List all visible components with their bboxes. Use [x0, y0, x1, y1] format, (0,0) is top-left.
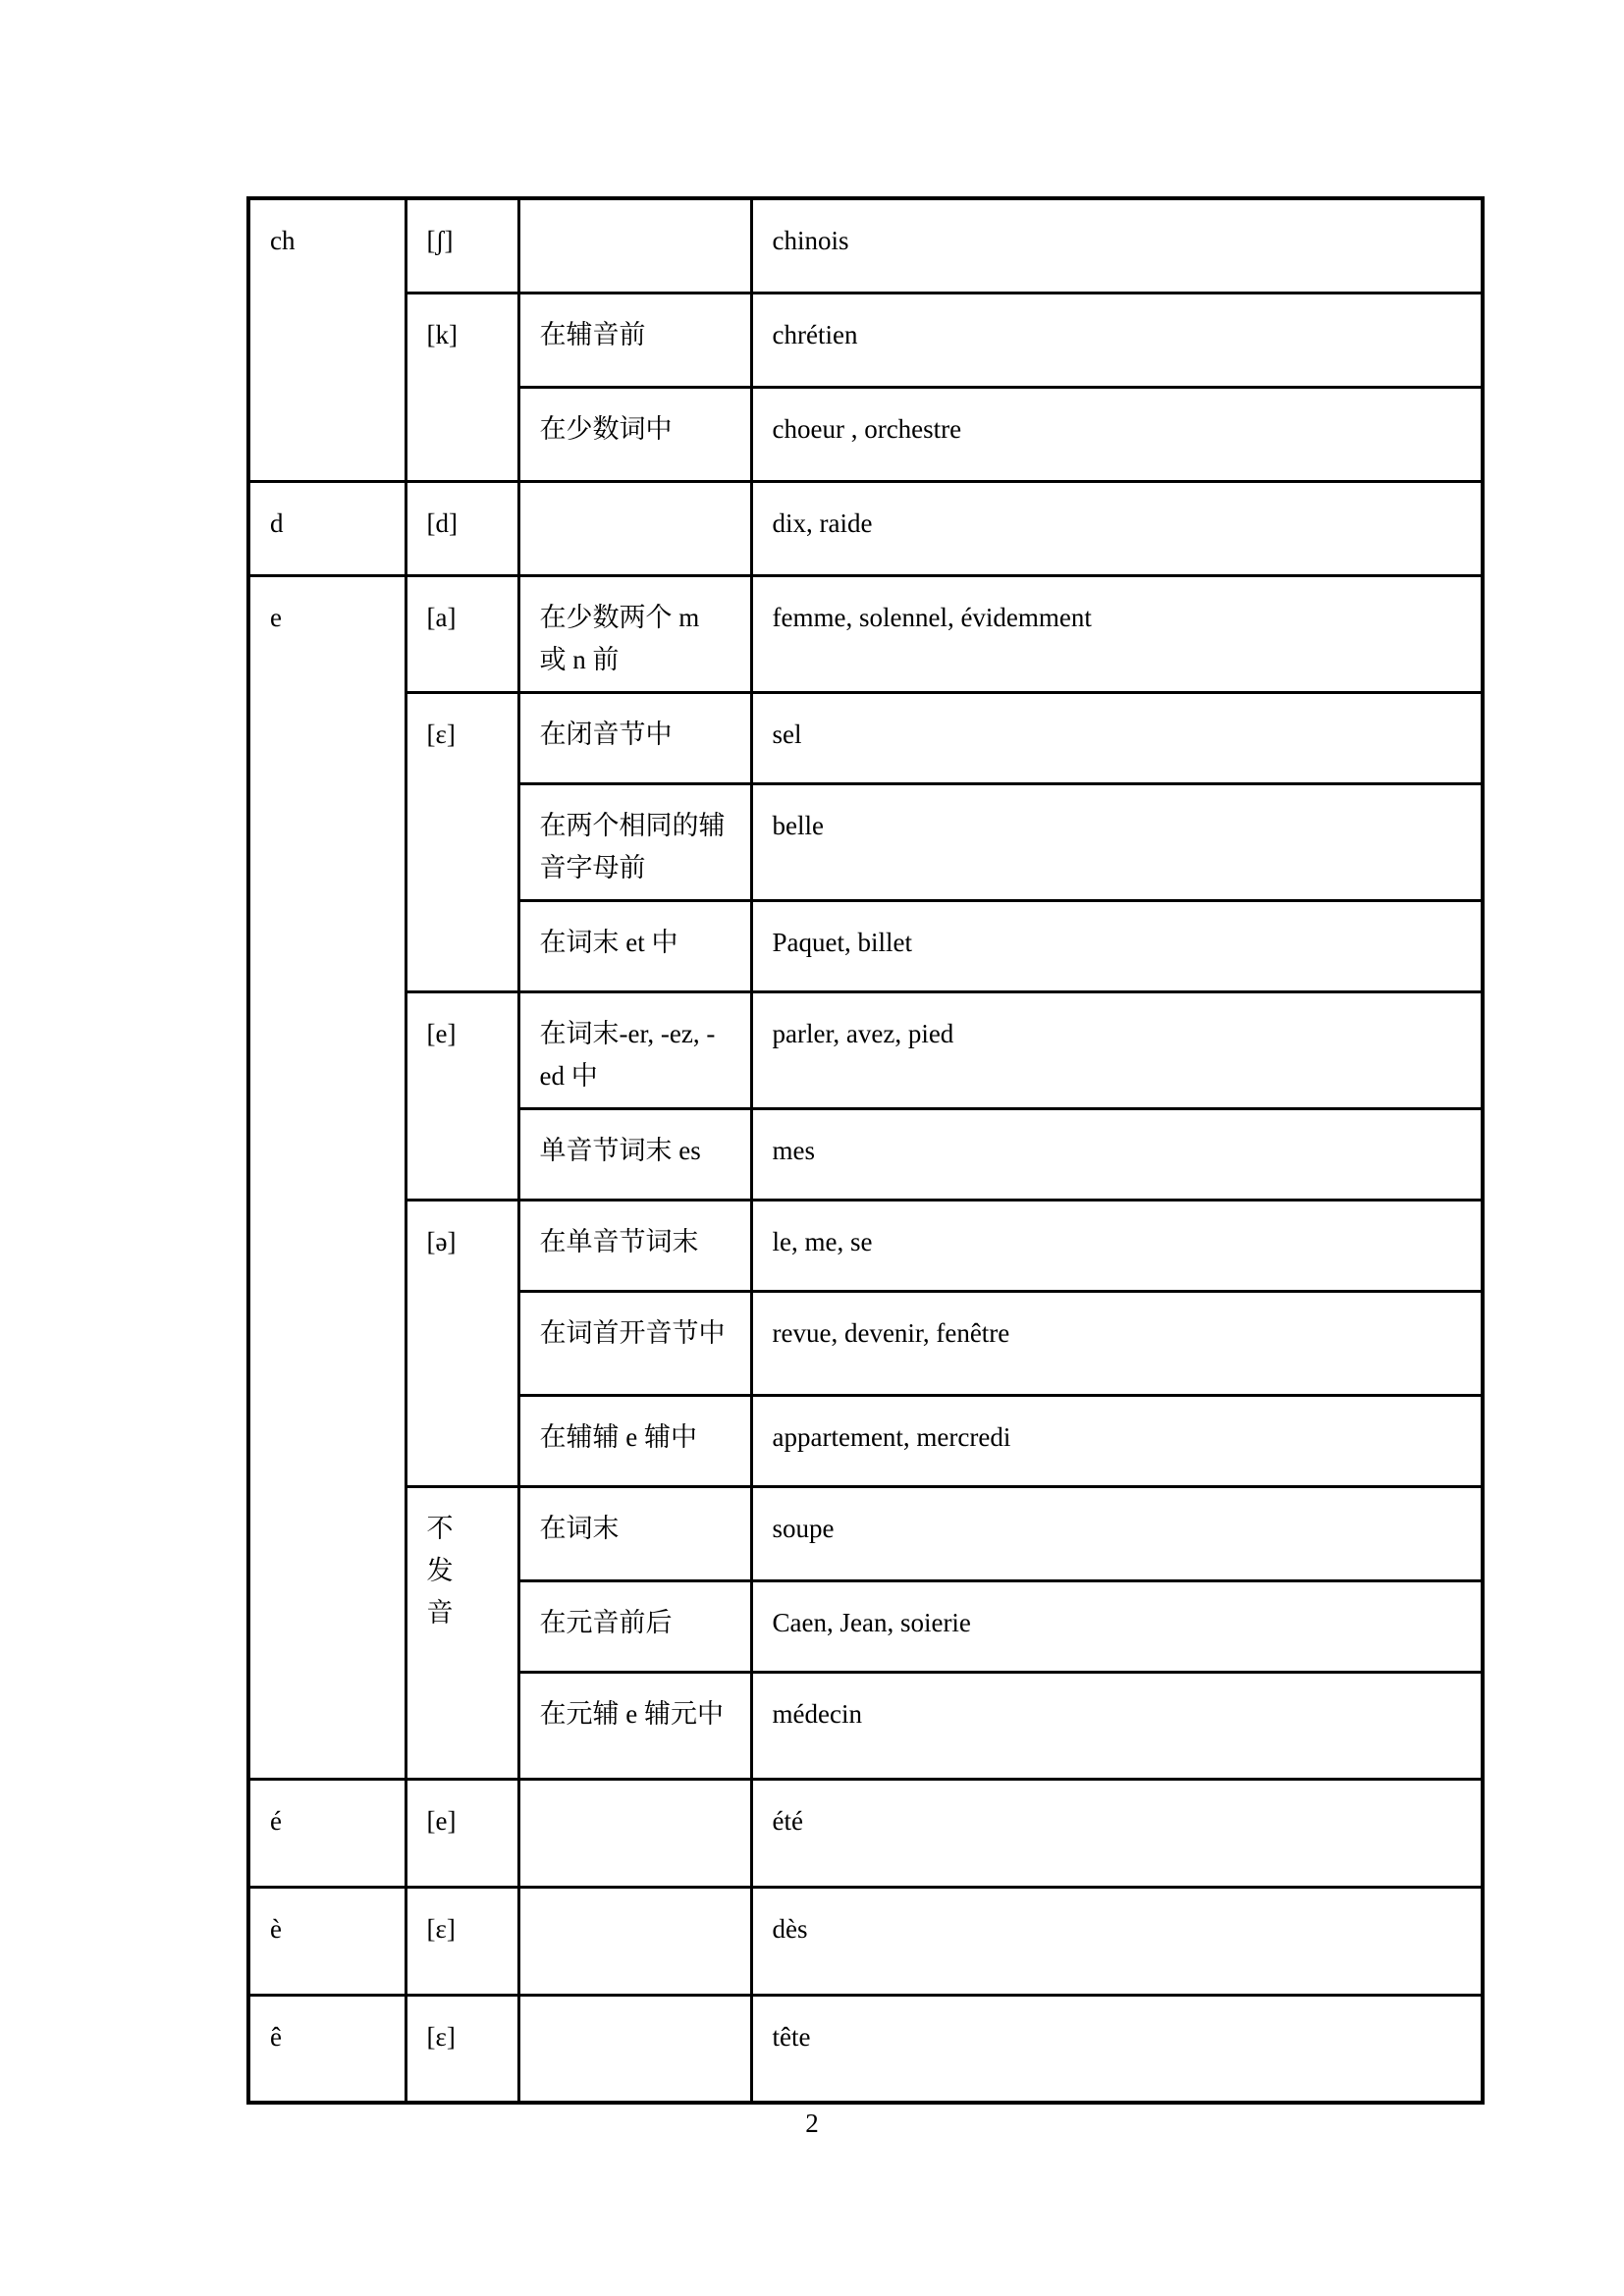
table-row	[248, 1200, 1483, 1291]
silent-label: 不发音	[426, 1513, 454, 1628]
sound-cell: [ɛ]	[406, 692, 518, 991]
table-row	[248, 692, 1483, 783]
sound-cell: [ɛ]	[406, 1887, 518, 1995]
examples-cell: belle	[751, 783, 1483, 900]
examples-cell: Paquet, billet	[751, 900, 1483, 991]
condition-cell: 在单音节词末	[518, 1200, 751, 1291]
examples-cell: femme, solennel, évidemment	[751, 575, 1483, 692]
examples-cell: tête	[751, 1995, 1483, 2103]
table-row	[248, 1887, 1483, 1995]
sound-cell: [e]	[406, 991, 518, 1200]
condition-cell: 在少数词中	[518, 387, 751, 481]
examples-cell: mes	[751, 1108, 1483, 1200]
condition-cell: 在元辅 e 辅元中	[518, 1672, 751, 1779]
examples-cell: parler, avez, pied	[751, 991, 1483, 1108]
examples-cell: dès	[751, 1887, 1483, 1995]
sound-cell: [ʃ]	[406, 198, 518, 293]
sound-cell: [e]	[406, 1779, 518, 1887]
table-row	[248, 198, 1483, 293]
condition-cell: 在词首开音节中	[518, 1291, 751, 1395]
condition-cell	[518, 1779, 751, 1887]
examples-cell: sel	[751, 692, 1483, 783]
page-number: 2	[805, 2109, 819, 2138]
letter-cell: d	[248, 481, 406, 575]
examples-cell: appartement, mercredi	[751, 1395, 1483, 1486]
examples-cell: chrétien	[751, 293, 1483, 387]
sound-cell: [a]	[406, 575, 518, 692]
examples-cell: choeur , orchestre	[751, 387, 1483, 481]
condition-cell: 在词末 et 中	[518, 900, 751, 991]
letter-cell: é	[248, 1779, 406, 1887]
table-row	[248, 575, 1483, 692]
sound-cell	[406, 1486, 518, 1779]
condition-cell: 单音节词末 es	[518, 1108, 751, 1200]
table-row	[248, 991, 1483, 1108]
pronunciation-table	[246, 196, 1485, 2105]
examples-cell: revue, devenir, fenêtre	[751, 1291, 1483, 1395]
examples-cell: dix, raide	[751, 481, 1483, 575]
table-row	[248, 293, 1483, 387]
condition-cell	[518, 1887, 751, 1995]
condition-cell: 在闭音节中	[518, 692, 751, 783]
letter-cell: ch	[248, 198, 406, 481]
letter-cell: è	[248, 1887, 406, 1995]
examples-cell: Caen, Jean, soierie	[751, 1580, 1483, 1672]
condition-cell: 在辅辅 e 辅中	[518, 1395, 751, 1486]
examples-cell: été	[751, 1779, 1483, 1887]
table-row	[248, 481, 1483, 575]
condition-cell: 在词末-er, -ez, -ed 中	[518, 991, 751, 1108]
condition-cell: 在少数两个 m 或 n 前	[518, 575, 751, 692]
condition-cell: 在元音前后	[518, 1580, 751, 1672]
condition-cell	[518, 198, 751, 293]
examples-cell: médecin	[751, 1672, 1483, 1779]
condition-cell: 在辅音前	[518, 293, 751, 387]
examples-cell: le, me, se	[751, 1200, 1483, 1291]
table-row	[248, 1995, 1483, 2103]
examples-cell: chinois	[751, 198, 1483, 293]
table-row	[248, 1486, 1483, 1580]
letter-cell: e	[248, 575, 406, 1779]
sound-cell: [ə]	[406, 1200, 518, 1486]
condition-cell: 在词末	[518, 1486, 751, 1580]
examples-cell: soupe	[751, 1486, 1483, 1580]
sound-cell: [k]	[406, 293, 518, 481]
table-row	[248, 1779, 1483, 1887]
sound-cell: [ɛ]	[406, 1995, 518, 2103]
condition-cell	[518, 481, 751, 575]
condition-cell: 在两个相同的辅音字母前	[518, 783, 751, 900]
condition-cell	[518, 1995, 751, 2103]
letter-cell: ê	[248, 1995, 406, 2103]
sound-cell: [d]	[406, 481, 518, 575]
